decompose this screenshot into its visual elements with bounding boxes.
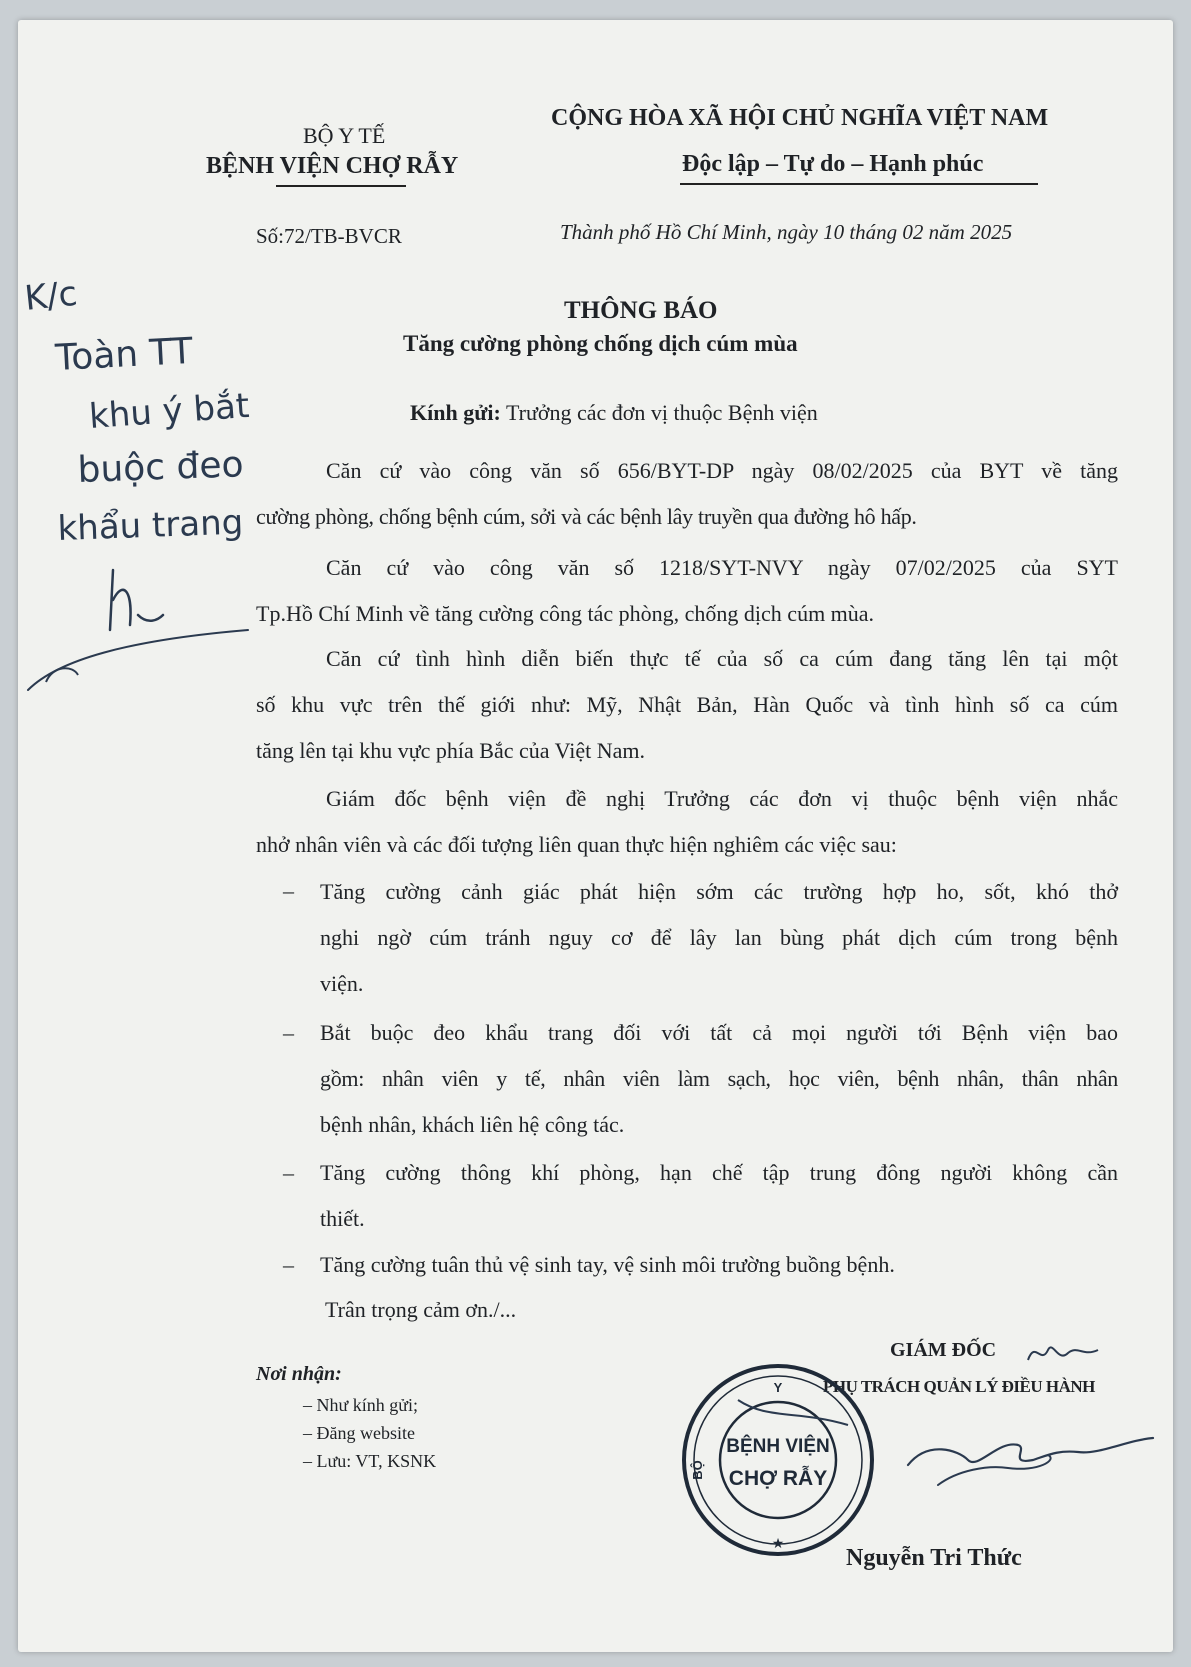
divider	[680, 183, 1038, 185]
divider	[276, 185, 406, 187]
paragraph-line: tăng lên tại khu vực phía Bắc của Việt Nam.	[256, 738, 645, 763]
initial-scribble	[1023, 1335, 1103, 1375]
paragraph-line: Căn cứ vào công văn số 1218/SYT-NVY ngày 07/02/2025 của SYT	[326, 555, 1118, 580]
recipient-label: Kính gửi:	[410, 400, 501, 425]
recipients-item: – Lưu: VT, KSNK	[303, 1451, 437, 1471]
signature-title: GIÁM ĐỐC	[890, 1339, 997, 1361]
stamp-line2: CHỢ RẪY	[728, 1467, 828, 1490]
hospital-name: BỆNH VIỆN CHỢ RẪY	[206, 153, 459, 179]
closing-text: Trân trọng cảm ơn./...	[325, 1297, 517, 1322]
bullet-item	[320, 1150, 1118, 1242]
note-line: khẩu trang	[56, 502, 244, 549]
paragraph-line: Căn cứ tình hình diễn biến thực tế của số ca cúm đang tăng lên tại một	[326, 646, 1118, 671]
stamp-seal	[678, 1360, 878, 1560]
handwritten-note	[18, 270, 278, 730]
document-number: Số:72/TB-BVCR	[256, 224, 402, 248]
ministry-name: BỘ Y TẾ	[303, 123, 386, 148]
note-line: K/c	[22, 273, 80, 319]
stamp-line1: BỆNH VIỆN	[726, 1436, 830, 1457]
recipients-title: Nơi nhận:	[256, 1363, 342, 1385]
signature-scribble	[898, 1410, 1158, 1500]
bullet-dash: –	[283, 878, 294, 903]
country-name: CỘNG HÒA XÃ HỘI CHỦ NGHĨA VIỆT NAM	[551, 105, 1049, 131]
bullet-line: Tăng cường cảnh giác phát hiện sớm các trường hợp ho, sốt, khó thở	[320, 879, 1118, 904]
document-title: THÔNG BÁO	[564, 297, 718, 324]
stamp-side-letter: BỘ	[690, 1460, 705, 1480]
place-date: Thành phố Hồ Chí Minh, ngày 10 tháng 02 năm 2025	[560, 220, 1013, 244]
bullet-dash: –	[283, 1252, 294, 1277]
note-line: khu ý bắt	[87, 385, 251, 437]
document-subtitle: Tăng cường phòng chống dịch cúm mùa	[403, 331, 798, 356]
document-page	[18, 20, 1173, 1652]
paragraph	[256, 448, 1118, 540]
paragraph-line: Giám đốc bệnh viện đề nghị Trưởng các đơn vị thuộc bệnh viện nhắc	[326, 786, 1118, 811]
signer-name: Nguyễn Tri Thức	[846, 1545, 1022, 1571]
paragraph	[256, 776, 1118, 868]
paragraph	[256, 545, 1118, 637]
paragraph-line: Căn cứ vào công văn số 656/BYT-DP ngày 08/02/2025 của BYT về tăng	[326, 458, 1118, 483]
motto: Độc lập – Tự do – Hạnh phúc	[682, 151, 984, 177]
bullet-line: viện.	[320, 971, 364, 996]
recipients-item: – Đăng website	[303, 1423, 415, 1443]
stamp-top-letter: Y	[773, 1380, 783, 1395]
bullet-line: Tăng cường thông khí phòng, hạn chế tập trung đông người không cần	[320, 1160, 1118, 1185]
bullet-item	[320, 1010, 1118, 1148]
bullet-line: nghi ngờ cúm tránh nguy cơ để lây lan bùng phát dịch cúm trong bệnh	[320, 925, 1118, 950]
bullet-item	[320, 1242, 1118, 1288]
recipients-item: – Như kính gửi;	[303, 1395, 419, 1415]
recipient-text: Trưởng các đơn vị thuộc Bệnh viện	[505, 400, 818, 425]
recipient-line	[410, 400, 818, 426]
bullet-dash: –	[283, 1020, 294, 1045]
note-line: Toàn TT	[54, 330, 194, 379]
official-stamp	[678, 1360, 878, 1560]
paragraph-line: cường phòng, chống bệnh cúm, sởi và các bệnh lây truyền qua đường hô hấp.	[256, 504, 917, 529]
bullet-item	[320, 869, 1118, 1007]
bullet-line: thiết.	[320, 1206, 365, 1231]
bullet-line: bệnh nhân, khách liên hệ công tác.	[320, 1112, 625, 1137]
bullet-dash: –	[283, 1160, 294, 1185]
paragraph	[256, 636, 1118, 774]
paragraph-line: nhở nhân viên và các đối tượng liên quan thực hiện nghiêm các việc sau:	[256, 832, 897, 857]
note-line: buộc đeo	[76, 444, 245, 491]
bullet-line: gồm: nhân viên y tế, nhân viên làm sạch, học viên, bệnh nhân, thân nhân	[320, 1066, 1118, 1091]
signature-subtitle: PHỤ TRÁCH QUẢN LÝ ĐIỀU HÀNH	[823, 1377, 1095, 1396]
bullet-line: Bắt buộc đeo khẩu trang đối với tất cả mọi người tới Bệnh viện bao	[320, 1020, 1118, 1045]
paragraph-line: số khu vực trên thế giới như: Mỹ, Nhật Bản, Hàn Quốc và tình hình số ca cúm	[256, 692, 1118, 717]
paragraph-line: Tp.Hồ Chí Minh về tăng cường công tác phòng, chống dịch cúm mùa.	[256, 601, 875, 626]
star-icon: ★	[771, 1536, 785, 1552]
bullet-line: Tăng cường tuân thủ vệ sinh tay, vệ sinh môi trường buồng bệnh.	[320, 1252, 895, 1277]
